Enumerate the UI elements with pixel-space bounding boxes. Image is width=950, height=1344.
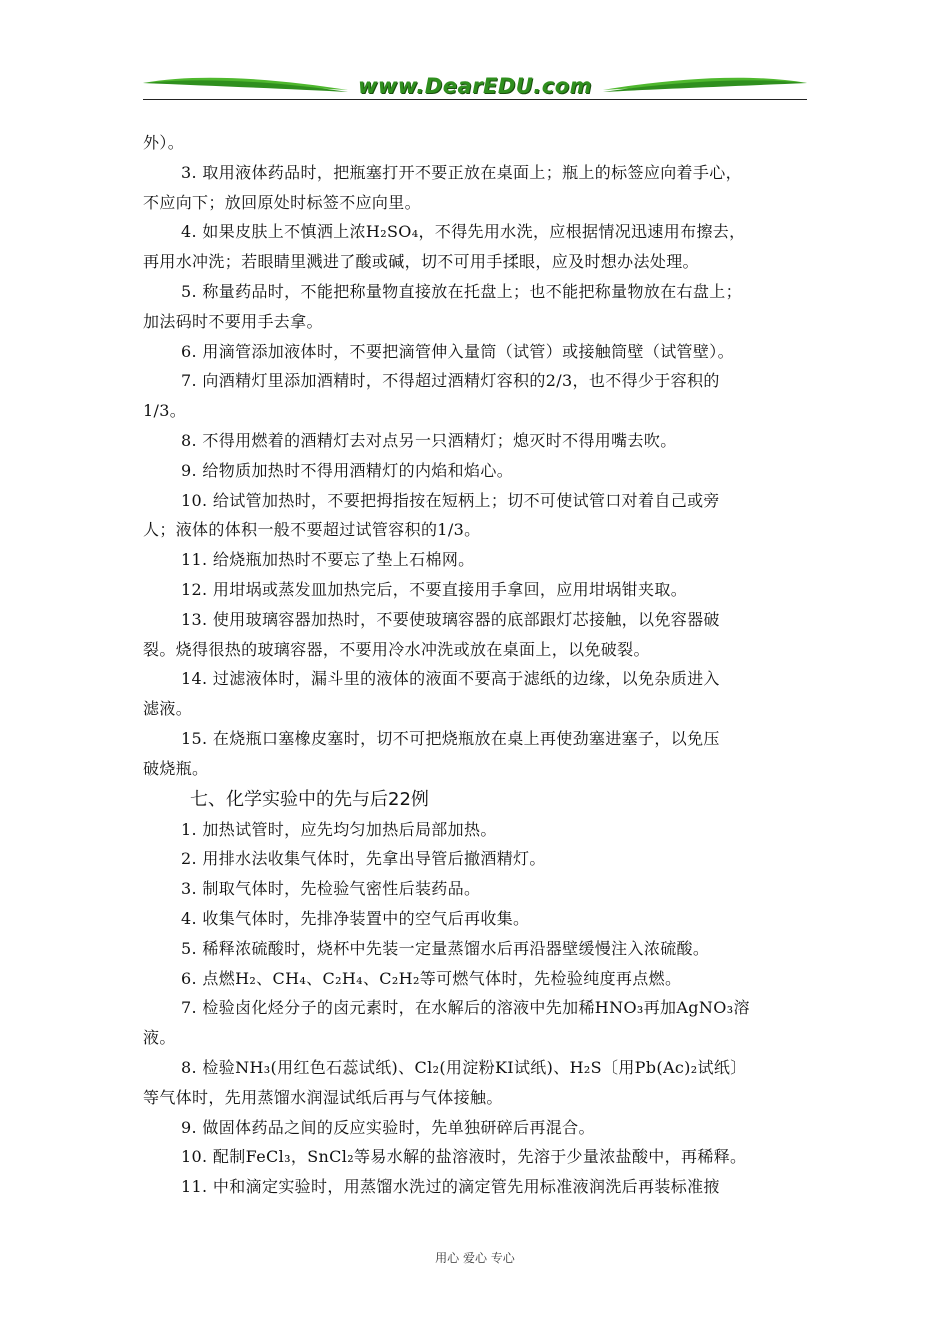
paragraph: [143, 664, 807, 724]
text-line: 3. 制取气体时，先检验气密性后装药品。: [181, 879, 481, 899]
text-line: 9. 给物质加热时不得用酒精灯的内焰和焰心。: [181, 460, 514, 480]
text-line: 1. 加热试管时，应先均匀加热后局部加热。: [181, 819, 497, 839]
paragraph: [143, 1053, 807, 1113]
paragraph: [143, 456, 807, 486]
paragraph: [143, 158, 807, 218]
paragraph: [143, 964, 807, 994]
text-line: 9. 做固体药品之间的反应实验时，先单独研碎后再混合。: [181, 1117, 595, 1137]
text-line: 破烧瓶。: [143, 758, 209, 778]
text-line: 再用水冲洗；若眼睛里溅进了酸或碱，切不可用手揉眼，应及时想办法处理。: [143, 252, 699, 272]
paragraph: [143, 605, 807, 665]
paragraph: [143, 815, 807, 845]
header-divider: [143, 99, 807, 100]
text-line: 4. 收集气体时，先排净装置中的空气后再收集。: [181, 908, 530, 928]
page-footer: 用心 爱心 专心: [435, 1251, 515, 1265]
text-line: 4. 如果皮肤上不慎洒上浓H₂SO₄，不得先用水洗，应根据情况迅速用布擦去，: [181, 222, 746, 242]
text-line: 8. 不得用燃着的酒精灯去对点另一只酒精灯；熄灭时不得用嘴去吹。: [181, 430, 677, 450]
paragraph: [143, 277, 807, 337]
text-line: 7. 检验卤化烃分子的卤元素时，在水解后的溶液中先加稀HNO₃再加AgNO₃溶: [181, 998, 750, 1018]
text-line: 2. 用排水法收集气体时，先拿出导管后撤酒精灯。: [181, 849, 546, 869]
text-line: 7. 向酒精灯里添加酒精时，不得超过酒精灯容积的2/3，也不得少于容积的: [181, 371, 720, 391]
text-line: 6. 用滴管添加液体时，不要把滴管伸入量筒（试管）或接触筒壁（试管壁）。: [181, 341, 734, 361]
section-heading: 七、化学实验中的先与后22例: [190, 788, 429, 810]
text-line: 外）。: [143, 133, 185, 152]
paragraph: [143, 993, 807, 1053]
paragraph: [143, 1113, 807, 1143]
text-line: 人；液体的体积一般不要超过试管容积的1/3。: [143, 520, 481, 540]
text-line: 5. 稀释浓硫酸时，烧杯中先装一定量蒸馏水后再沿器壁缓慢注入浓硫酸。: [181, 938, 710, 958]
text-line: 14. 过滤液体时，漏斗里的液体的液面不要高于滤纸的边缘，以免杂质进入: [181, 669, 720, 689]
paragraph: [143, 1142, 807, 1172]
text-line: 裂。烧得很热的玻璃容器，不要用冷水冲洗或放在桌面上，以免破裂。: [143, 639, 650, 659]
document-body: [143, 128, 807, 1202]
text-line: 加法码时不要用手去拿。: [143, 311, 323, 331]
paragraph: [143, 724, 807, 784]
text-line: 3. 取用液体药品时，把瓶塞打开不要正放在桌面上；瓶上的标签应向着手心，: [181, 162, 742, 182]
text-line: 15. 在烧瓶口塞橡皮塞时，切不可把烧瓶放在桌上再使劲塞进塞子，以免压: [181, 728, 720, 748]
text-line: 13. 使用玻璃容器加热时，不要使玻璃容器的底部跟灯芯接触，以免容器破: [181, 609, 720, 629]
text-line: 8. 检验NH₃(用红色石蕊试纸)、Cl₂(用淀粉KI试纸)、H₂S〔用Pb(Ac)₂试纸〕: [181, 1057, 747, 1077]
text-line: 1/3。: [143, 401, 187, 421]
paragraph: [143, 934, 807, 964]
paragraph: [143, 217, 807, 277]
paragraph: [143, 128, 807, 158]
paragraph: [143, 904, 807, 934]
text-line: 11. 给烧瓶加热时不要忘了垫上石棉网。: [181, 550, 475, 570]
site-name: www.DearEDU.com: [357, 74, 593, 98]
text-line: 10. 配制FeCl₃，SnCl₂等易水解的盐溶液时，先溶于少量浓盐酸中，再稀释。: [181, 1147, 747, 1167]
text-line: 滤液。: [143, 699, 193, 719]
text-line: 6. 点燃H₂、CH₄、C₂H₄、C₂H₂等可燃气体时，先检验纯度再点燃。: [181, 968, 682, 988]
text-line: 液。: [143, 1028, 176, 1048]
text-line: 5. 称量药品时，不能把称量物直接放在托盘上；也不能把称量物放在右盘上；: [181, 281, 742, 301]
paragraph: [143, 1172, 807, 1202]
paragraph: [143, 545, 807, 575]
paragraph: [143, 844, 807, 874]
paragraph: [143, 874, 807, 904]
paragraph: [143, 575, 807, 605]
text-line: 等气体时，先用蒸馏水润湿试纸后再与气体接触。: [143, 1087, 503, 1107]
page-header: [143, 70, 807, 104]
paragraph: [143, 486, 807, 546]
paragraph: [143, 337, 807, 367]
text-line: 不应向下；放回原处时标签不应向里。: [143, 192, 421, 212]
text-line: 10. 给试管加热时，不要把拇指按在短柄上；切不可使试管口对着自己或旁: [181, 490, 720, 510]
paragraph: [143, 426, 807, 456]
text-line: 12. 用坩埚或蒸发皿加热完后，不要直接用手拿回，应用坩埚钳夹取。: [181, 579, 688, 599]
text-line: 11. 中和滴定实验时，用蒸馏水洗过的滴定管先用标准液润洗后再装标准掖: [181, 1177, 720, 1197]
paragraph: [143, 366, 807, 426]
